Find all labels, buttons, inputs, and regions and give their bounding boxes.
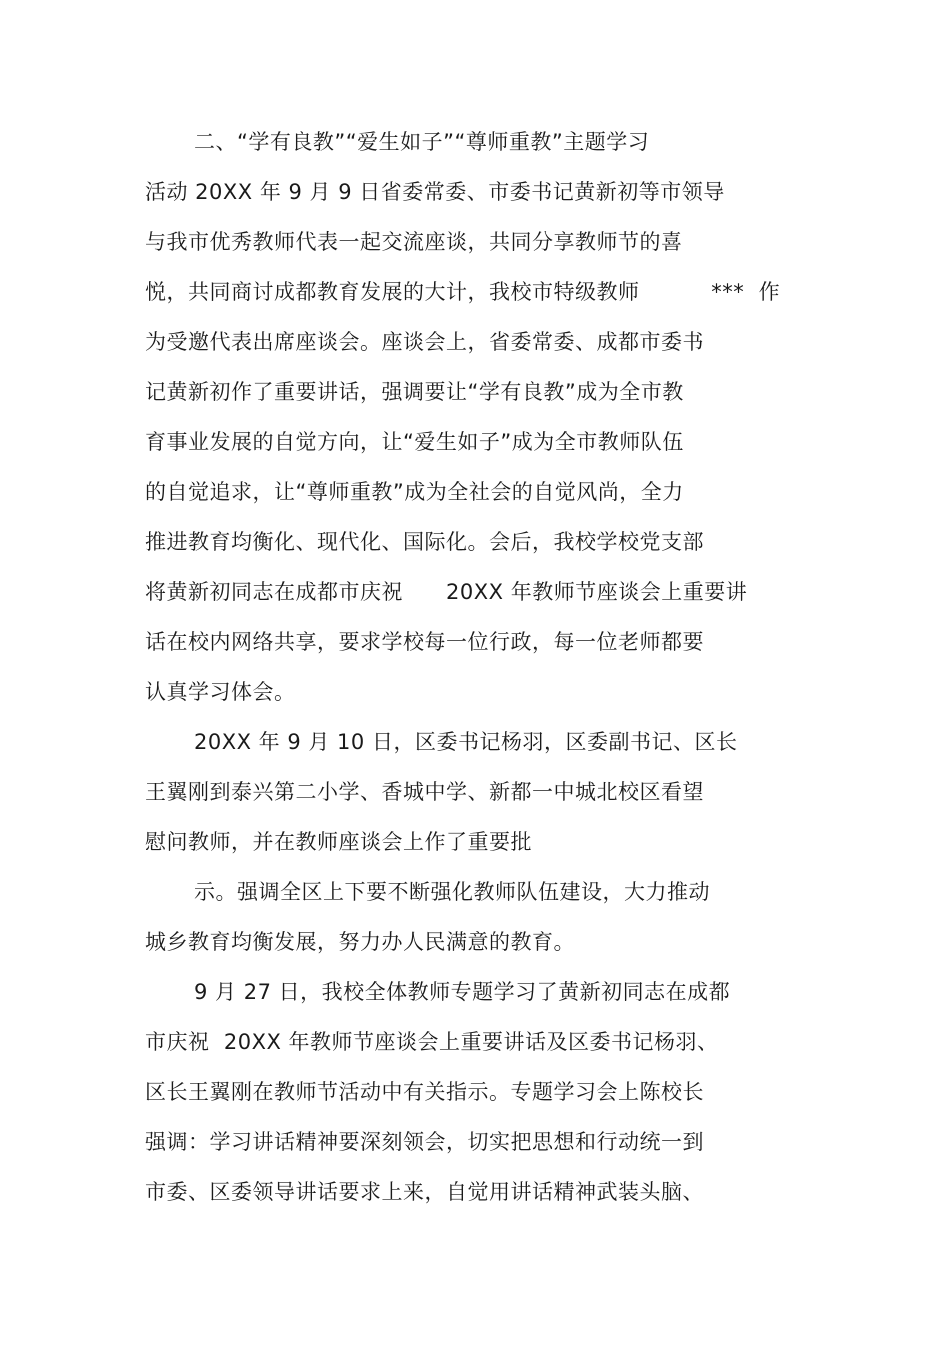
text-line: 城乡教育均衡发展，努力办人民满意的教育。 (145, 930, 575, 954)
text-line: 9 月 27 日，我校全体教师专题学习了黄新初同志在成都 (194, 980, 731, 1004)
text-line: 示。强调全区上下要不断强化教师队伍建设，大力推动 (194, 880, 710, 904)
text-line: 育事业发展的自觉方向，让“爱生如子”成为全市教师队伍 (145, 430, 684, 454)
text-line: 强调：学习讲话精神要深刻领会，切实把思想和行动统一到 (145, 1130, 704, 1154)
text-line: 的自觉追求，让“尊师重教”成为全社会的自觉风尚，全力 (145, 480, 684, 504)
text-line: 悦，共同商讨成都教育发展的大计，我校市特级教师 *** 作 (145, 280, 781, 304)
text-line: 与我市优秀教师代表一起交流座谈，共同分享教师节的喜 (145, 230, 683, 254)
text-line: 20XX 年 9 月 10 日，区委书记杨羽，区委副书记、区长 (194, 730, 738, 754)
text-line: 推进教育均衡化、现代化、国际化。会后，我校学校党支部 (145, 530, 704, 554)
text-line: 王翼刚到泰兴第二小学、香城中学、新都一中城北校区看望 (145, 780, 704, 804)
text-line: 认真学习体会。 (145, 680, 296, 704)
text-line: 为受邀代表出席座谈会。座谈会上，省委常委、成都市委书 (145, 330, 704, 354)
text-line: 慰问教师，并在教师座谈会上作了重要批 (145, 830, 532, 854)
text-line: 记黄新初作了重要讲话，强调要让“学有良教”成为全市教 (145, 380, 684, 404)
text-line: 二、“学有良教”“爱生如子”“尊师重教”主题学习 (194, 130, 650, 154)
text-line: 市委、区委领导讲话要求上来，自觉用讲话精神武装头脑、 (145, 1180, 704, 1204)
text-line: 话在校内网络共享，要求学校每一位行政，每一位老师都要 (145, 630, 704, 654)
text-line: 区长王翼刚在教师节活动中有关指示。专题学习会上陈校长 (145, 1080, 704, 1104)
text-line: 将黄新初同志在成都市庆祝 20XX 年教师节座谈会上重要讲 (145, 580, 748, 604)
text-line: 活动 20XX 年 9 月 9 日省委常委、市委书记黄新初等市领导 (145, 180, 725, 204)
text-line: 市庆祝 20XX 年教师节座谈会上重要讲话及区委书记杨羽、 (145, 1030, 719, 1054)
